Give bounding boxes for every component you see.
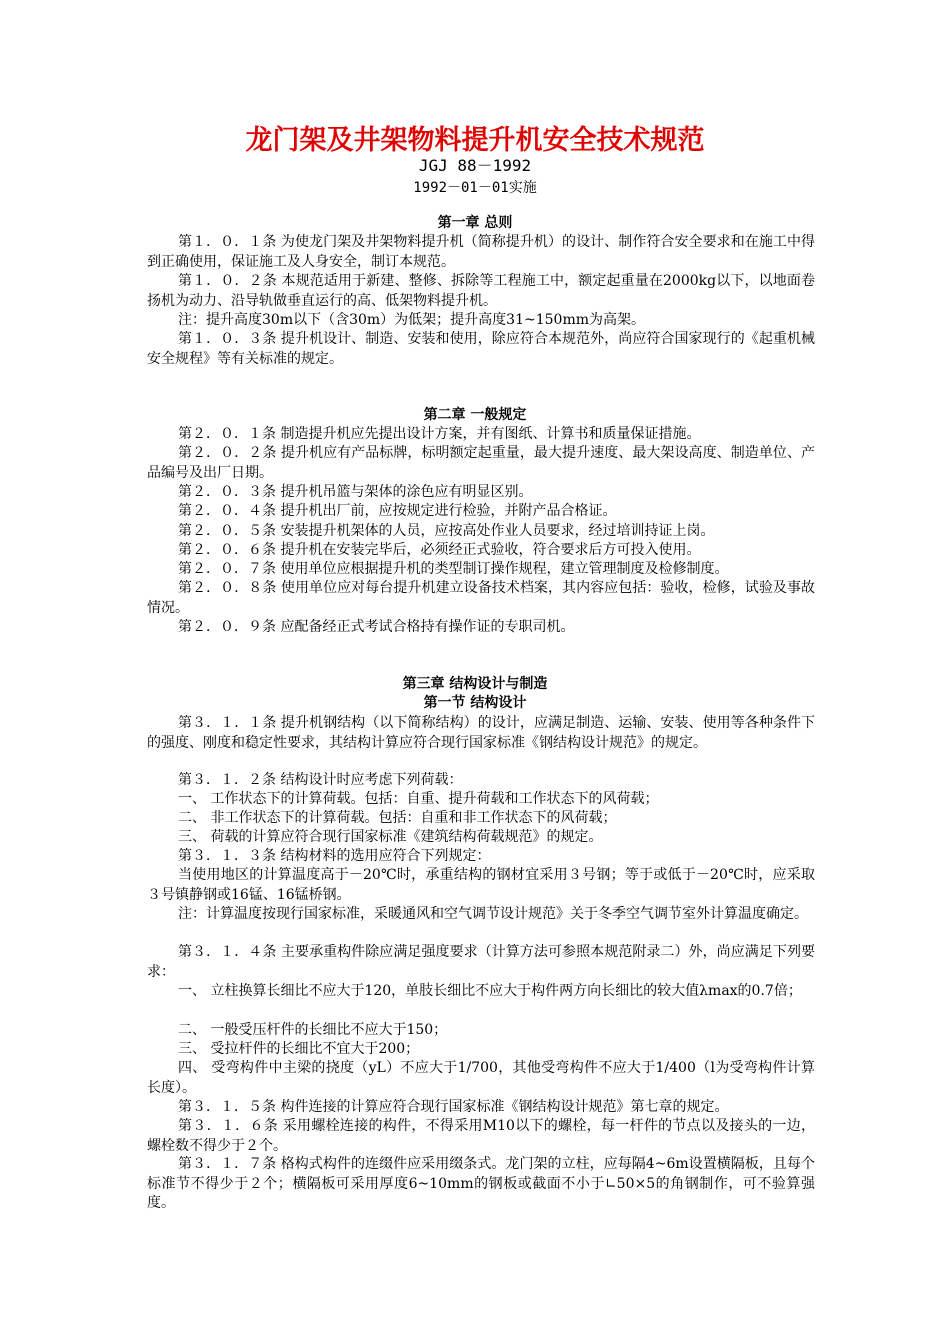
list-item: 三、 受拉杆件的长细比不宜大于200； — [178, 1041, 420, 1057]
effective-date: 1992－01－01实施 — [413, 180, 537, 196]
paragraph: 第２．０．４条 提升机出厂前，应按规定进行检验，并附产品合格证。 — [178, 503, 617, 519]
paragraph: 第３．１．３条 结构材料的选用应符合下列规定： — [178, 848, 491, 864]
list-item: 一、 立柱换算长细比不应大于120，单肢长细比不应大于构件两方向长细比的较大值λmax的0.7倍； — [178, 983, 802, 999]
paragraph: 第２．０．５条 安装提升机架体的人员，应按高处作业人员要求，经过培训持证上岗。 — [178, 523, 715, 539]
chapter-3-heading: 第三章 结构设计与制造 — [402, 676, 548, 692]
paragraph: 第２．０．３条 提升机吊篮与架体的涂色应有明显区别。 — [178, 484, 533, 500]
section-1-heading: 第一节 结构设计 — [423, 695, 527, 711]
paragraph: 注：提升高度30m以下（含30m）为低架；提升高度31~150mm为高架。 — [178, 312, 645, 328]
paragraph: 第１．０．２条 本规范适用于新建、整修、拆除等工程施工中，额定起重量在2000kg以下，以地面卷扬机为动力、沿导轨做垂直运行的高、低架物料提升机。 — [147, 273, 815, 309]
paragraph: 第２．０．９条 应配备经正式考试合格持有操作证的专职司机。 — [178, 619, 575, 635]
paragraph: 第３．１．６条 采用螺栓连接的构件，不得采用M10以下的螺栓，每一杆件的节点以及接头的一边，螺栓数不得少于２个。 — [147, 1118, 815, 1154]
paragraph: 注：计算温度按现行国家标准，采暖通风和空气调节设计规范》关于冬季空气调节室外计算温度确定。 — [178, 906, 808, 922]
list-item: 三、 荷载的计算应符合现行国家标准《建筑结构荷载规范》的规定。 — [178, 829, 603, 845]
document-title: 龙门架及井架物料提升机安全技术规范 — [245, 125, 705, 156]
paragraph: 第３．１．１条 提升机钢结构（以下简称结构）的设计，应满足制造、运输、安装、使用等各种条件下的强度、刚度和稳定性要求，其结构计算应符合现行国家标准《钢结构设计规范》的规定。 — [147, 715, 815, 751]
chapter-2-heading: 第二章 一般规定 — [423, 407, 527, 423]
list-item: 四、 受弯构件中主梁的挠度（yL）不应大于1/700，其他受弯构件不应大于1/400（l为受弯构件计算长度）。 — [147, 1060, 815, 1096]
paragraph: 第１．０．１条 为使龙门架及井架物料提升机（简称提升机）的设计、制作符合安全要求和在施工中得到正确使用，保证施工及人身安全，制订本规范。 — [147, 234, 815, 270]
paragraph: 第３．１．２条 结构设计时应考虑下列荷载： — [178, 772, 463, 788]
paragraph: 第２．０．６条 提升机在安装完毕后，必须经正式验收，符合要求后方可投入使用。 — [178, 542, 701, 558]
paragraph: 当使用地区的计算温度高于－20℃时，承重结构的钢材宜采用３号钢；等于或低于－20℃时，应采取３号镇静钢或16锰、16锰桥钢。 — [147, 867, 815, 903]
paragraph: 第３．１．４条 主要承重构件除应满足强度要求（计算方法可参照本规范附录二）外，尚应满足下列要求： — [147, 944, 815, 980]
paragraph: 第１．０．３条 提升机设计、制造、安装和使用，除应符合本规范外，尚应符合国家现行的《起重机械安全规程》等有关标准的规定。 — [147, 331, 815, 367]
paragraph: 第３．１．５条 构件连接的计算应符合现行国家标准《钢结构设计规范》第七章的规定。 — [178, 1099, 729, 1115]
list-item: 二、 非工作状态下的计算荷载。包括：自重和非工作状态下的风荷载； — [178, 810, 617, 826]
list-item: 二、 一般受压杆件的长细比不应大于150； — [178, 1022, 448, 1038]
chapter-1-heading: 第一章 总则 — [437, 215, 513, 231]
standard-code: JGJ 88－1992 — [418, 156, 532, 175]
paragraph: 第３．１．７条 格构式构件的连缀件应采用缀条式。龙门架的立柱，应每隔4~6m设置横隔板，且每个标准节不得少于２个；横隔板可采用厚度6~10mm的钢板或截面不小于∟50×5的角钢制作，可不验算强度。 — [147, 1156, 815, 1211]
list-item: 一、 工作状态下的计算荷载。包括：自重、提升荷载和工作状态下的风荷载； — [178, 791, 659, 807]
paragraph: 第２．０．１条 制造提升机应先提出设计方案，并有图纸、计算书和质量保证措施。 — [178, 426, 701, 442]
paragraph: 第２．０．２条 提升机应有产品标牌，标明额定起重量，最大提升速度、最大架设高度、制造单位、产品编号及出厂日期。 — [147, 445, 815, 481]
paragraph: 第２．０．７条 使用单位应根据提升机的类型制订操作规程，建立管理制度及检修制度。 — [178, 561, 729, 577]
paragraph: 第２．０．８条 使用单位应对每台提升机建立设备技术档案，其内容应包括：验收，检修，试验及事故情况。 — [147, 580, 815, 616]
